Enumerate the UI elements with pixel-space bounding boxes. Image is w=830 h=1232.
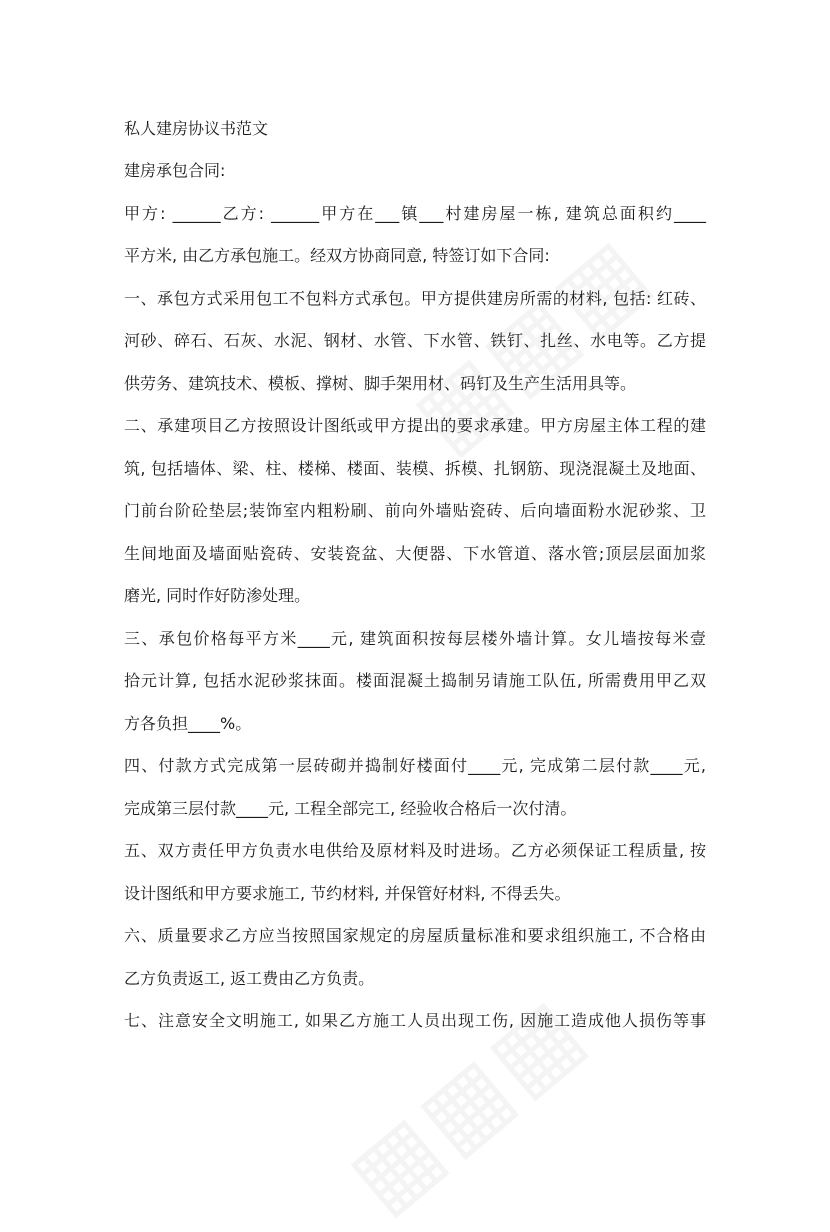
text-line: 甲方: ______乙方: ______甲方在___镇___村建房屋一栋, 建筑总面积约____ <box>124 203 706 223</box>
text-line: 建房承包合同: <box>124 161 226 180</box>
text-line: 一、承包方式采用包工不包料方式承包。甲方提供建房所需的材料, 包括: 红砖、 <box>124 288 706 308</box>
text-line: 供劳务、建筑技术、模板、撑树、脚手架用材、码钉及生产生活用具等。 <box>124 373 637 393</box>
text-line: 乙方负责返工, 返工费由乙方负责。 <box>124 968 375 988</box>
text-line: 完成第三层付款____元, 工程全部完工, 经验收合格后一次付清。 <box>124 798 577 818</box>
text-line: 七、注意安全文明施工, 如果乙方施工人员出现工伤, 因施工造成他人损伤等事 <box>124 1011 706 1030</box>
document-title: 私人建房协议书范文 <box>124 119 269 138</box>
text-line: 河砂、碎石、石灰、水泥、钢材、水管、下水管、铁钉、扎丝、水电等。乙方提 <box>124 331 706 350</box>
text-line: 筑, 包括墙体、梁、柱、楼梯、楼面、装模、拆模、扎钢筋、现浇混凝土及地面、 <box>124 458 706 478</box>
document-body <box>124 150 706 1043</box>
text-line: 门前台阶砼垫层;装饰室内粗粉刷、前向外墙贴瓷砖、后向墙面粉水泥砂浆、卫 <box>124 501 706 520</box>
text-line: 方各负担____%。 <box>124 713 252 733</box>
text-line: 五、双方责任甲方负责水电供给及原材料及时进场。乙方必须保证工程质量, 按 <box>124 841 706 860</box>
text-line: 生间地面及墙面贴瓷砖、安装瓷盆、大便器、下水管道、落水管;顶层层面加浆 <box>124 543 706 563</box>
text-line: 二、承建项目乙方按照设计图纸或甲方提出的要求承建。甲方房屋主体工程的建 <box>124 416 706 435</box>
text-line: 设计图纸和甲方要求施工, 节约材料, 并保管好材料, 不得丢失。 <box>124 883 571 903</box>
text-line: 磨光, 同时作好防渗处理。 <box>124 586 311 605</box>
document-page <box>124 108 706 1043</box>
text-line: 三、承包价格每平方米____元, 建筑面积按每层楼外墙计算。女儿墙按每米壹 <box>124 628 706 648</box>
text-line: 拾元计算, 包括水泥砂浆抹面。楼面混凝土捣制另请施工队伍, 所需费用甲乙双 <box>124 671 706 690</box>
text-line: 四、付款方式完成第一层砖砌并捣制好楼面付____元, 完成第二层付款____元, <box>124 756 706 775</box>
text-line: 六、质量要求乙方应当按照国家规定的房屋质量标准和要求组织施工, 不合格由 <box>124 926 706 945</box>
text-line: 平方米, 由乙方承包施工。经双方协商同意, 特签订如下合同: <box>124 246 550 265</box>
